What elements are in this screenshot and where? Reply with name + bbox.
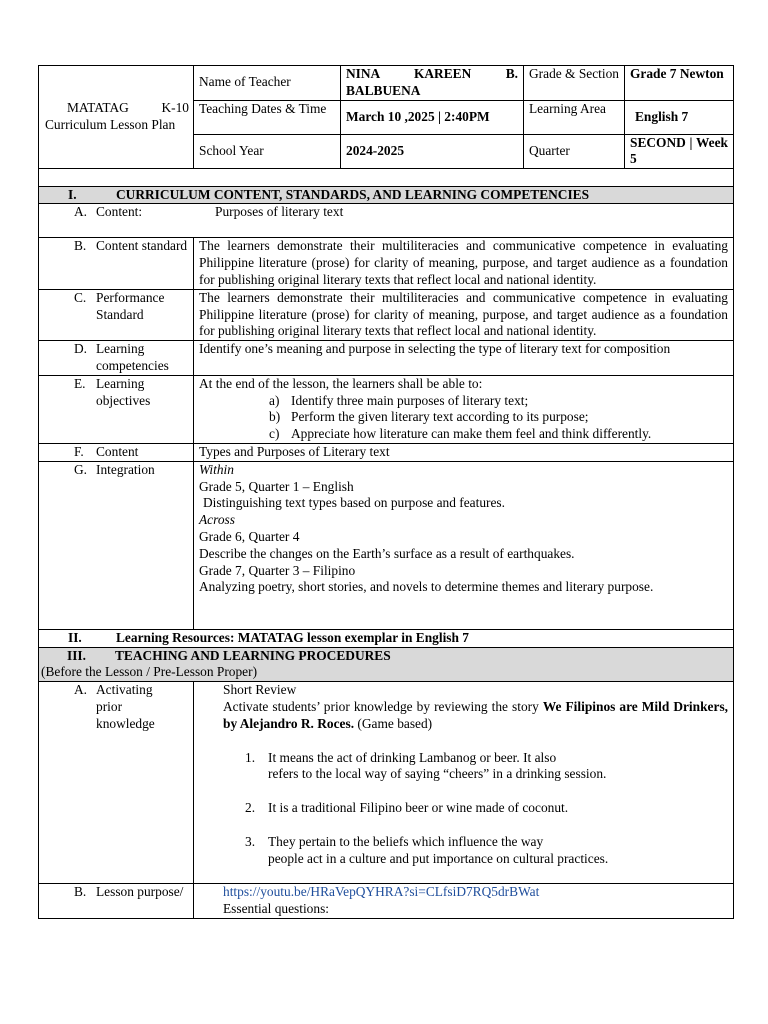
content-standard-label-cell [39,238,194,289]
teacher-value: NINA KAREEN B. BALBUENA [341,66,524,101]
section-2-title: Learning Resources: MATATAG lesson exemplar in English 7 [116,629,469,645]
list-item [245,834,728,868]
lesson-plan-document [38,65,733,919]
lesson-purpose-label-cell [39,884,194,919]
performance-standard-letter: C. [74,289,87,305]
dates-label: Teaching Dates & Time [194,100,341,134]
section-3-title: TEACHING AND LEARNING PROCEDURES [115,647,391,663]
competencies-value: Identify one’s meaning and purpose in selecting the type of literary text for composition [194,341,734,376]
competencies-label: Learning competencies [96,341,169,374]
section-1-title: CURRICULUM CONTENT, STANDARDS, AND LEARNING COMPETENCIES [116,186,590,202]
objectives-label-cell [39,375,194,443]
year-value: 2024-2025 [341,134,524,169]
integration-within-grade: Grade 5, Quarter 1 – English [199,478,354,494]
grade-label: Grade & Section [524,66,625,101]
performance-standard-label: Performance Standard [96,289,165,322]
content-f-value: Types and Purposes of Literary text [194,444,734,462]
objectives-value [194,375,734,443]
section-3-numeral: III. [67,647,86,663]
review-number: 2. [245,800,256,816]
list-item [199,426,728,443]
content-row [39,204,734,238]
review-line-2: refers to the local way of saying “cheers” in a drinking session. [268,766,607,782]
list-item [199,409,728,426]
section-1-header [39,186,734,204]
integration-within: Within [199,461,234,477]
review-line-1: It is a traditional Filipino beer or wine made of coconut. [268,800,569,816]
activating-text-pre: Activate students’ prior knowledge by reviewing the story [223,699,543,715]
integration-value [194,461,734,629]
integration-across-grade-2: Grade 7, Quarter 3 – Filipino [199,562,356,578]
main-table [38,169,734,919]
teacher-label: Name of Teacher [194,66,341,101]
list-item [245,800,728,817]
area-label: Learning Area [524,100,625,134]
integration-letter: G. [74,461,88,477]
review-number: 1. [245,749,256,765]
activating-value [194,682,734,884]
section-2-numeral: II. [68,629,82,645]
objectives-intro: At the end of the lesson, the learners shall be able to: [199,375,483,391]
activating-heading: Short Review [223,682,297,698]
integration-label: Integration [96,461,155,477]
lesson-purpose-letter: B. [74,884,87,900]
integration-across-text-2: Analyzing poetry, short stories, and novels to determine themes and literary purpose. [199,579,654,595]
content-standard-label: Content standard [96,238,188,254]
review-line-1: They pertain to the beliefs which influence the way [268,834,544,850]
review-list [223,750,728,868]
spacer-row [39,169,734,186]
objective-text: Perform the given literary text according to its purpose; [291,409,589,425]
grade-value: Grade 7 Newton [625,66,734,101]
objective-text: Identify three main purposes of literary text; [291,392,529,408]
review-line-2: people act in a culture and put importance on cultural practices. [268,850,609,866]
content-standard-letter: B. [74,238,87,254]
content-value: Purposes of literary text [215,204,344,220]
competencies-label-cell [39,341,194,376]
activating-text [223,699,728,733]
section-2-header [39,629,734,647]
review-line-1: It means the act of drinking Lambanog or beer. It also [268,749,557,765]
header-table [38,65,734,169]
objective-text: Appreciate how literature can make them feel and think differently. [291,426,652,442]
quarter-value: SECOND | Week 5 [625,134,734,169]
performance-standard-value: The learners demonstrate their multiliteracies and communicative competence in evaluating Philippine literature (prose) for clarity of meaning, purpose, and target audience as a foundation for publishing original literary texts that reflect local and national identity. [194,289,734,340]
essential-questions-label: Essential questions: [223,901,330,917]
quarter-label: Quarter [524,134,625,169]
lesson-purpose-value [194,884,734,919]
activating-label: Activating prior knowledge [96,682,155,731]
list-item [245,750,728,784]
youtube-link[interactable]: https://youtu.be/HRaVepQYHRA?si=CLfsiD7RQ5drBWat [223,884,540,900]
content-f-label: Content [96,444,139,460]
objectives-letter: E. [74,375,86,391]
performance-standard-label-cell [39,289,194,340]
lesson-purpose-label: Lesson purpose/ [96,884,184,900]
content-f-label-cell [39,444,194,462]
content-label: Content: [96,204,143,220]
activating-text-post: (Game based) [354,715,433,731]
integration-within-text: Distinguishing text types based on purpose and features. [203,495,505,511]
review-number: 3. [245,834,256,850]
activating-story-title: We Filipinos are Mild Drinkers, by Alejandro R. Roces. [223,699,728,731]
plan-title-text: MATATAG K-10 Curriculum Lesson Plan [45,100,189,133]
dates-value: March 10 ,2025 | 2:40PM [341,100,524,134]
competencies-letter: D. [74,341,88,357]
year-label: School Year [194,134,341,169]
objective-marker: a) [269,392,280,408]
objective-marker: b) [269,409,281,425]
integration-across-grade-1: Grade 6, Quarter 4 [199,529,300,545]
integration-across: Across [199,512,235,528]
list-item [199,393,728,410]
plan-title [39,66,194,169]
objectives-list [199,393,728,443]
section-1-numeral: I. [68,186,77,202]
objectives-label: Learning objectives [96,375,151,408]
objective-marker: c) [269,426,280,442]
integration-across-text-1: Describe the changes on the Earth’s surface as a result of earthquakes. [199,545,575,561]
content-standard-value: The learners demonstrate their multiliteracies and communicative competence in evaluating Philippine literature (prose) for clarity of meaning, purpose, and target audience as a foundation for publishing original literary texts that reflect local and national identity. [194,238,734,289]
content-f-letter: F. [74,444,84,460]
section-3-subtitle: (Before the Lesson / Pre-Lesson Proper) [41,664,258,680]
area-value: English 7 [625,100,734,134]
content-letter: A. [74,204,88,220]
activating-label-cell [39,682,194,884]
integration-label-cell [39,461,194,629]
section-3-header [39,647,734,682]
activating-letter: A. [74,682,88,698]
